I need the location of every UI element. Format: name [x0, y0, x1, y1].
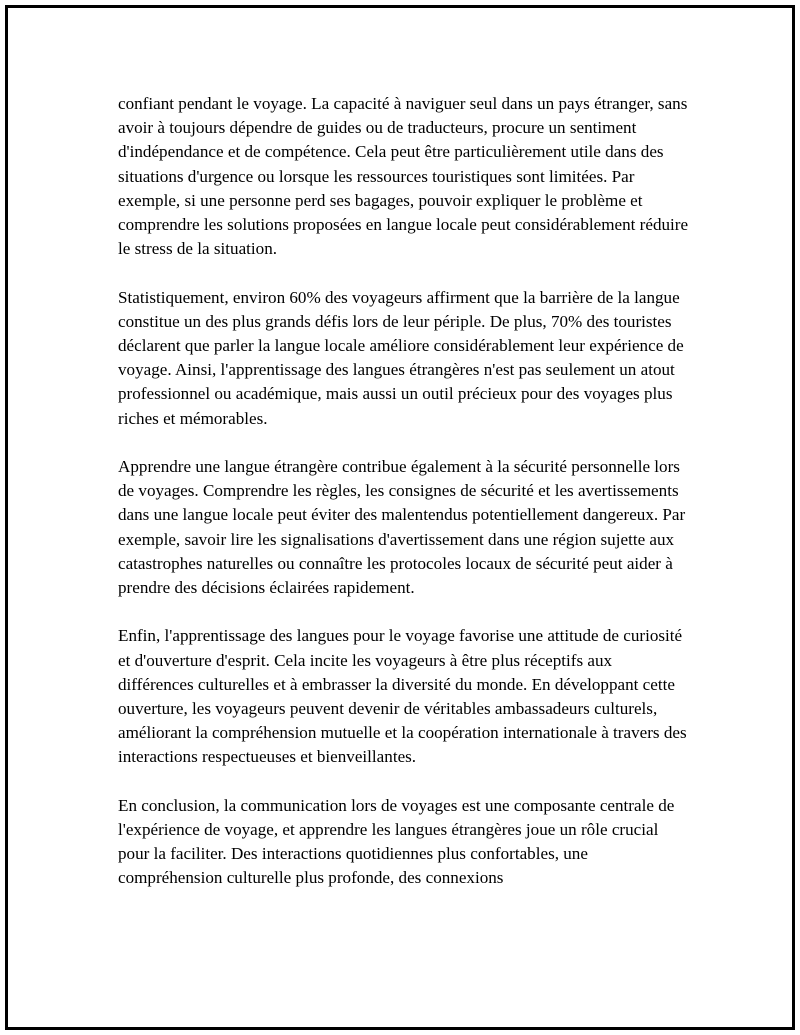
- paragraph-safety: Apprendre une langue étrangère contribue également à la sécurité personnelle lors de voyages. Comprendre les règles, les consignes de sécurité et les avertissements dans une langue locale peut éviter des malentendus potentiellement dangereux. Par exemple, savoir lire les signalisations d'avertissement dans une région sujette aux catastrophes naturelles ou connaître les protocoles locaux de sécurité peut aider à prendre des décisions éclairées rapidement.: [118, 457, 686, 598]
- paragraph-conclusion: En conclusion, la communication lors de voyages est une composante centrale de l'expérience de voyage, et apprendre les langues étrangères joue un rôle crucial pour la faciliter. Des interactions quotidiennes plus confortables, une compréhension culturelle plus profonde, des connexions: [118, 795, 675, 888]
- paragraph-curiosity: Enfin, l'apprentissage des langues pour le voyage favorise une attitude de curiosité et d'ouverture d'esprit. Cela incite les voyageurs à être plus réceptifs aux différences culturelles et à embrasser la diversité du monde. En développant cette ouverture, les voyageurs peuvent devenir de véritables ambassadeurs culturels, améliorant la compréhension mutuelle et la coopération internationale à travers des interactions respectueuses et bienveillantes.: [118, 626, 687, 767]
- document-body: [118, 92, 690, 915]
- paragraph-statistics: Statistiquement, environ 60% des voyageurs affirment que la barrière de la langue constitue un des plus grands défis lors de leur périple. De plus, 70% des touristes déclarent que parler la langue locale améliore considérablement leur expérience de voyage. Ainsi, l'apprentissage des langues étrangères n'est pas seulement un atout professionnel ou académique, mais aussi un outil précieux pour des voyages plus riches et mémorables.: [118, 287, 684, 428]
- paragraph-independence: confiant pendant le voyage. La capacité à naviguer seul dans un pays étranger, sans avoir à toujours dépendre de guides ou de traducteurs, procure un sentiment d'indépendance et de compétence. Cela peut être particulièrement utile dans des situations d'urgence ou lorsque les ressources touristiques sont limitées. Par exemple, si une personne perd ses bagages, pouvoir expliquer le problème et comprendre les solutions proposées en langue locale peut considérablement réduire le stress de la situation.: [118, 94, 689, 259]
